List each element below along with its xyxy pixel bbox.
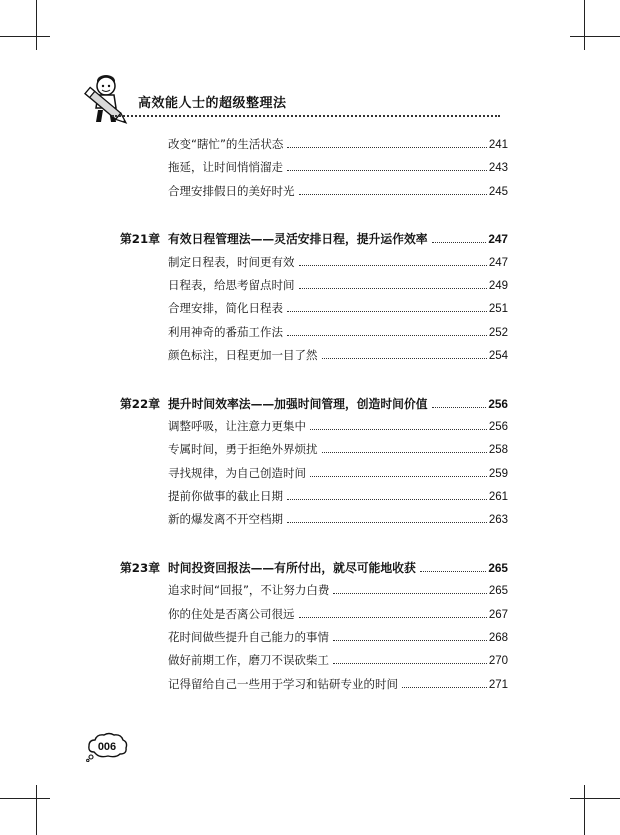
entry-page-number: 247 (488, 232, 508, 247)
entry-title: 拖延，让时间悄悄溜走 (168, 160, 283, 175)
toc-section-entry[interactable] (120, 277, 508, 300)
entry-title: 提升时间效率法——加强时间管理，创造时间价值 (168, 396, 428, 411)
chapter-number: 第21章 (120, 232, 161, 247)
dot-leader (310, 476, 487, 477)
dot-leader (333, 663, 487, 664)
crop-mark (584, 0, 585, 50)
crop-mark (0, 36, 50, 37)
dot-leader (299, 265, 487, 266)
toc-section-entry[interactable] (120, 324, 508, 347)
entry-page-number: 268 (488, 632, 508, 645)
dot-leader (322, 452, 487, 453)
chapter-number: 第22章 (120, 396, 161, 411)
entry-title: 有效日程管理法——灵活安排日程，提升运作效率 (168, 232, 428, 247)
toc-section-entry[interactable] (120, 136, 508, 159)
crop-mark (570, 36, 620, 37)
page-number: 006 (97, 741, 117, 753)
entry-title: 颜色标注，日程更加一目了然 (168, 348, 318, 363)
entry-page-number: 247 (488, 256, 508, 269)
entry-title: 日程表，给思考留点时间 (168, 277, 295, 292)
toc-section-entry[interactable] (120, 254, 508, 277)
crop-mark (570, 798, 620, 799)
entry-page-number: 254 (488, 350, 508, 363)
entry-page-number: 263 (488, 514, 508, 527)
entry-page-number: 267 (488, 608, 508, 621)
table-of-contents (120, 136, 508, 699)
entry-title: 追求时间“回报”，不让努力白费 (168, 583, 330, 598)
entry-title: 记得留给自己一些用于学习和钻研专业的时间 (168, 676, 398, 691)
dot-leader (420, 571, 487, 572)
dot-leader (333, 593, 486, 594)
dot-leader (287, 170, 487, 171)
entry-title: 合理安排，简化日程表 (168, 301, 283, 316)
entry-page-number: 252 (488, 326, 508, 339)
dot-leader (287, 499, 487, 500)
toc-section-entry[interactable] (120, 629, 508, 652)
pencil-mascot-icon (76, 70, 136, 130)
dot-leader (333, 640, 487, 641)
entry-title: 制定日程表，时间更有效 (168, 254, 295, 269)
toc-section-entry[interactable] (120, 300, 508, 323)
entry-page-number: 265 (488, 560, 508, 575)
entry-page-number: 271 (488, 678, 508, 691)
dot-leader (432, 242, 487, 243)
entry-title: 时间投资回报法——有所付出，就尽可能地收获 (168, 560, 416, 575)
entry-page-number: 256 (488, 420, 508, 433)
dot-leader (299, 617, 487, 618)
chapter-number: 第23章 (120, 560, 161, 575)
dot-leader (287, 335, 487, 336)
entry-page-number: 249 (488, 279, 508, 292)
dot-leader (287, 147, 486, 148)
dot-leader (287, 522, 487, 523)
toc-section-entry[interactable] (120, 606, 508, 629)
entry-title: 做好前期工作，磨刀不误砍柴工 (168, 653, 329, 668)
entry-page-number: 256 (488, 396, 508, 411)
toc-section-entry[interactable] (120, 347, 508, 370)
toc-chapter-entry[interactable] (120, 559, 508, 582)
entry-page-number: 259 (488, 467, 508, 480)
toc-section-entry[interactable] (120, 676, 508, 699)
header-divider (112, 115, 500, 117)
toc-section-entry[interactable] (120, 418, 508, 441)
running-header-title: 高效能人士的超级整理法 (138, 96, 287, 111)
toc-section-entry[interactable] (120, 159, 508, 182)
dot-leader (299, 194, 487, 195)
toc-section-entry[interactable] (120, 183, 508, 206)
dot-leader (310, 429, 487, 430)
entry-page-number: 251 (488, 303, 508, 316)
dot-leader (402, 687, 487, 688)
dot-leader (299, 288, 487, 289)
crop-mark (36, 785, 37, 835)
entry-page-number: 265 (488, 585, 508, 598)
entry-title: 调整呼吸，让注意力更集中 (168, 418, 306, 433)
entry-title: 你的住处是否离公司很远 (168, 606, 295, 621)
toc-section-entry[interactable] (120, 582, 508, 605)
toc-section-entry[interactable] (120, 441, 508, 464)
entry-page-number: 258 (488, 444, 508, 457)
dot-leader (322, 358, 487, 359)
entry-title: 合理安排假日的美好时光 (168, 183, 295, 198)
toc-section-entry[interactable] (120, 465, 508, 488)
entry-title: 寻找规律，为自己创造时间 (168, 465, 306, 480)
dot-leader (432, 407, 487, 408)
toc-chapter-entry[interactable] (120, 395, 508, 418)
entry-title: 利用神奇的番茄工作法 (168, 324, 283, 339)
dot-leader (287, 311, 487, 312)
entry-title: 专属时间，勇于拒绝外界烦扰 (168, 442, 318, 457)
crop-mark (0, 798, 50, 799)
crop-mark (584, 785, 585, 835)
entry-page-number: 243 (488, 162, 508, 175)
entry-page-number: 261 (488, 491, 508, 504)
toc-chapter-entry[interactable] (120, 230, 508, 253)
entry-title: 改变“瞎忙”的生活状态 (168, 137, 284, 151)
toc-section-entry[interactable] (120, 511, 508, 534)
entry-title: 提前你做事的截止日期 (168, 489, 283, 504)
entry-page-number: 270 (488, 655, 508, 668)
entry-title: 花时间做些提升自己能力的事情 (168, 630, 329, 645)
entry-title: 新的爆发离不开空档期 (168, 512, 283, 527)
crop-mark (36, 0, 37, 50)
entry-page-number: 241 (488, 139, 508, 151)
entry-page-number: 245 (488, 185, 508, 198)
toc-section-entry[interactable] (120, 488, 508, 511)
toc-section-entry[interactable] (120, 652, 508, 675)
